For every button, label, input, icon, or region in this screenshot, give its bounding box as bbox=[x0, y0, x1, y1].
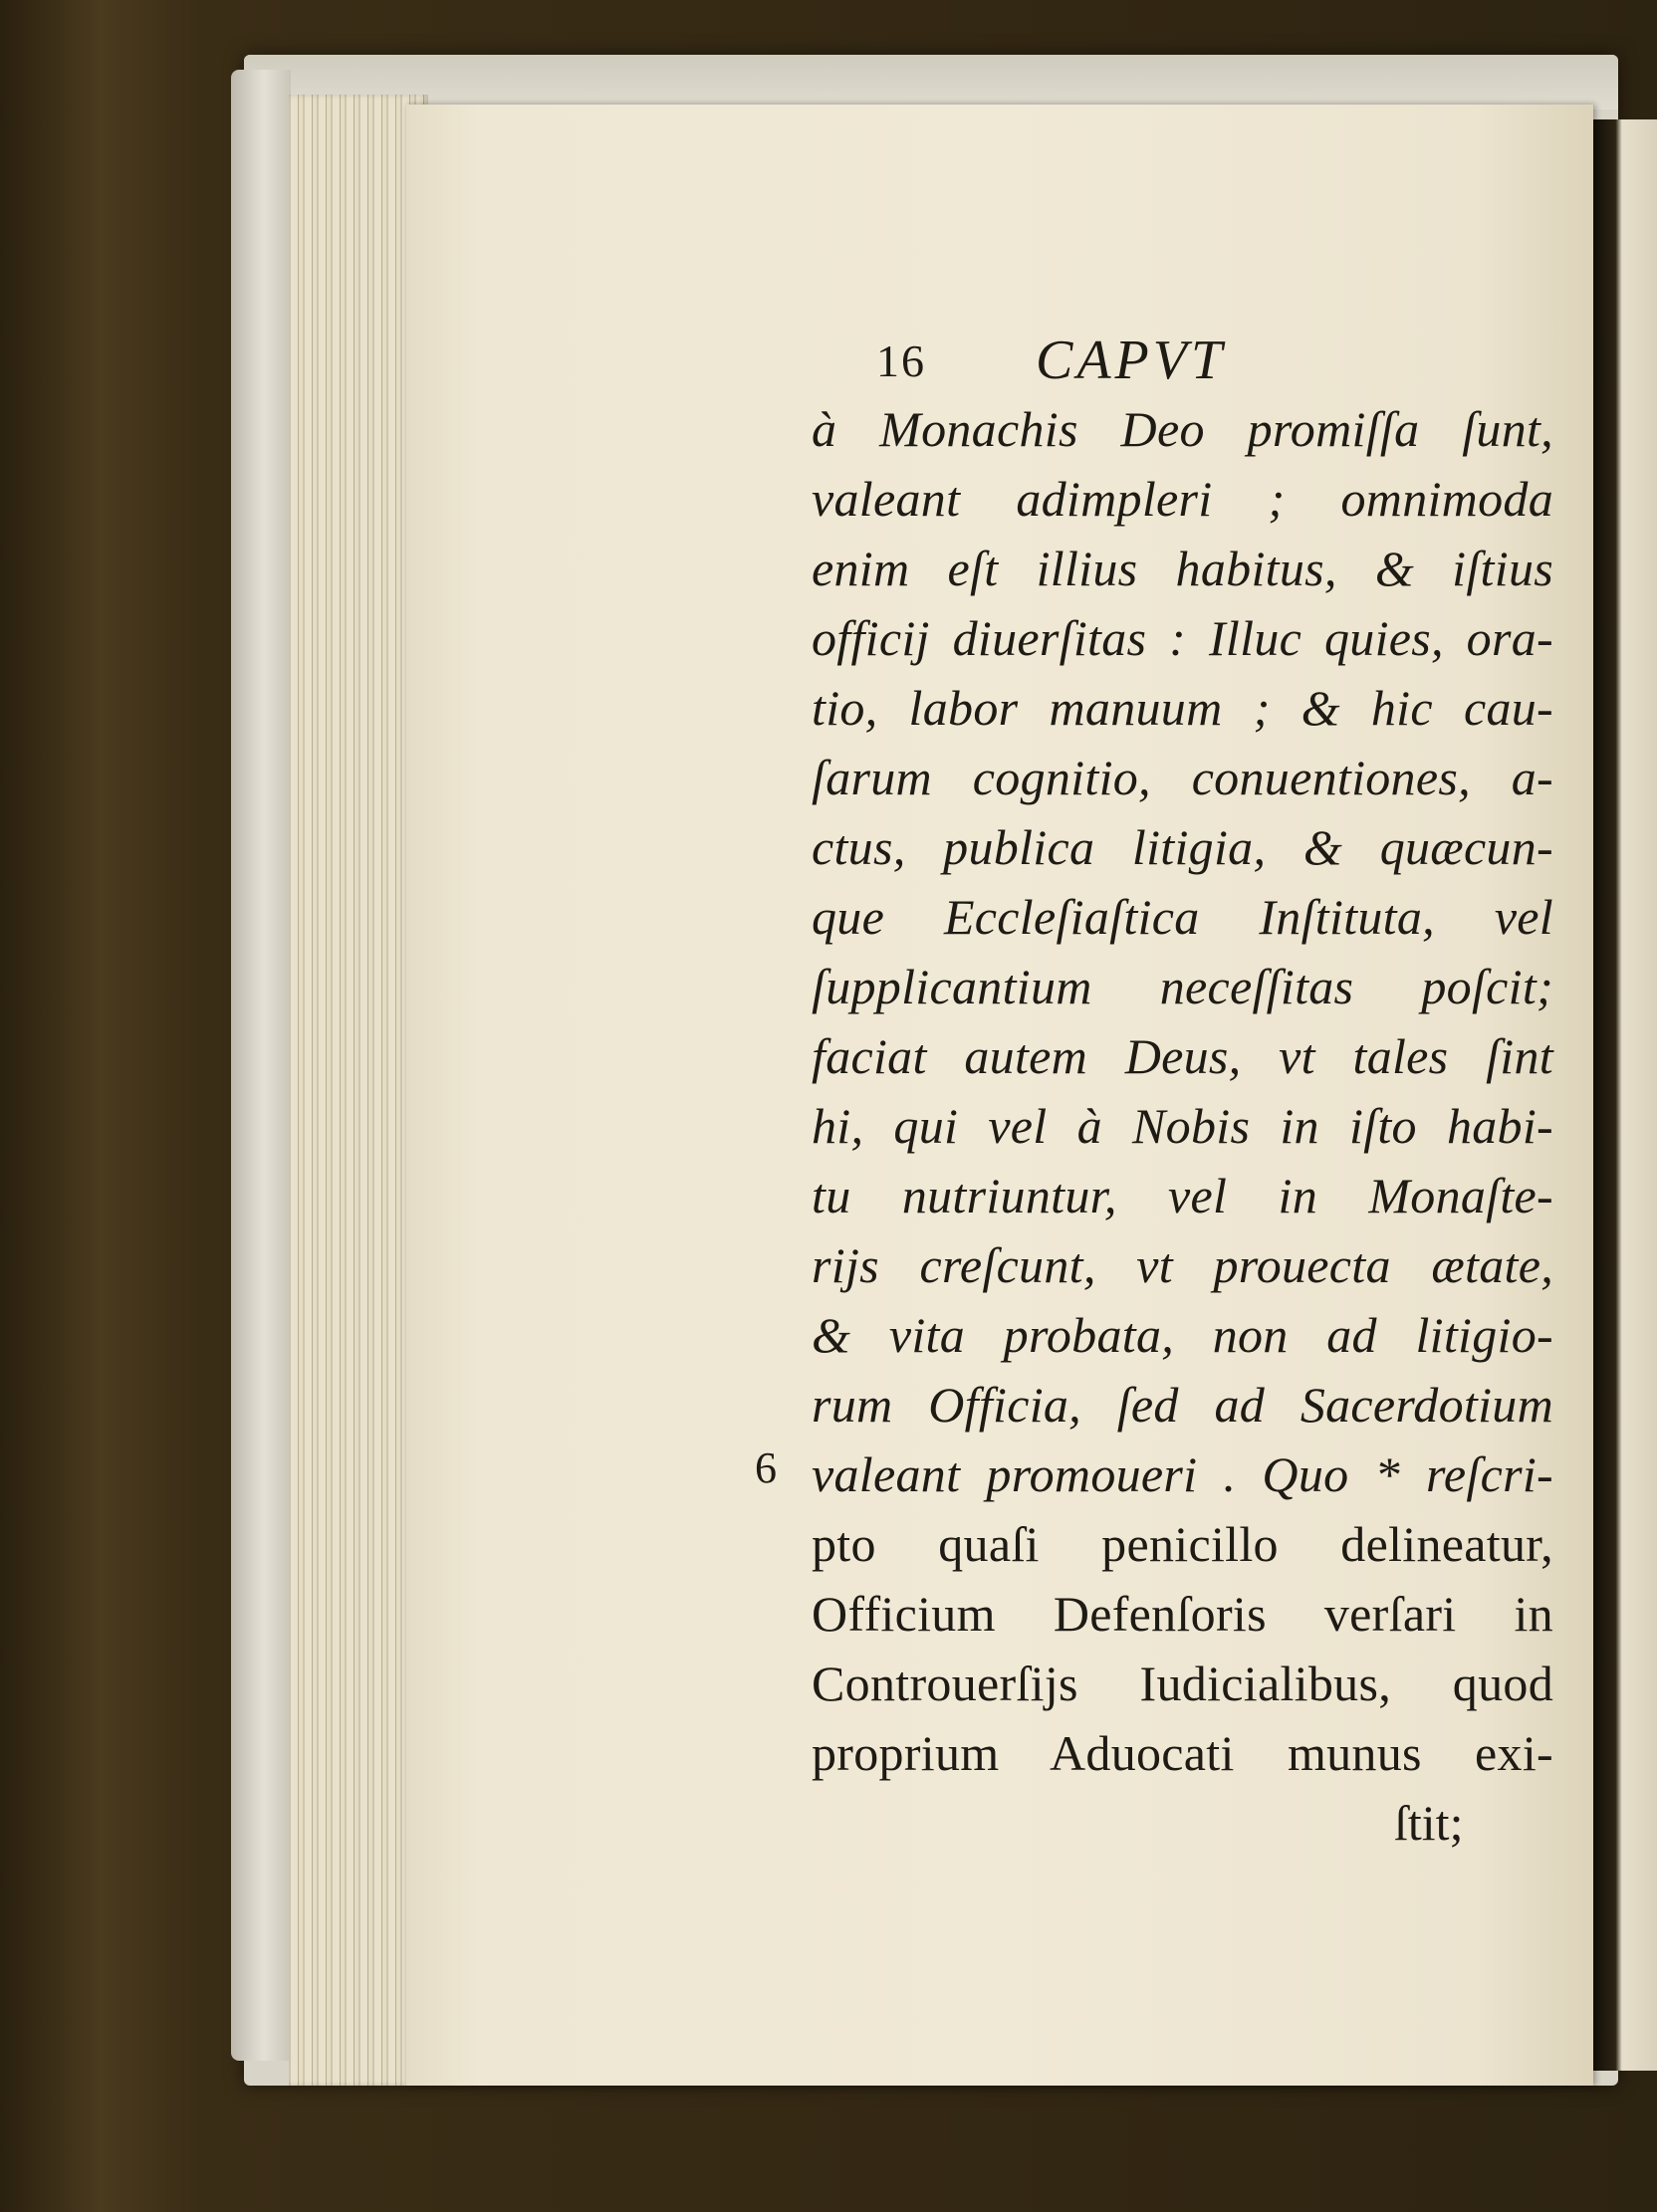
text-line-15: rum Officia, ſed ad Sacerdotium bbox=[812, 1377, 1553, 1433]
text-line-5: tio, labor manuum ; & hic cau- bbox=[812, 680, 1553, 736]
text-line-6: ſarum cognitio, conuentiones, a- bbox=[812, 750, 1553, 805]
text-line-9: ſupplicantium neceſſitas poſcit; bbox=[812, 959, 1553, 1014]
text-line-12: tu nutriuntur, vel in Monaſte- bbox=[812, 1168, 1553, 1223]
cover-top-edge bbox=[244, 55, 1618, 110]
text-line-3: enim eſt illius habitus, & iſtius bbox=[812, 541, 1553, 596]
text-line-11: hi, qui vel à Nobis in iſto habi- bbox=[812, 1098, 1553, 1154]
running-head: CAPVT bbox=[1036, 330, 1227, 391]
text-line-18: Officium Defenſoris verſari in bbox=[812, 1586, 1553, 1642]
text-line-7: ctus, publica litigia, & quæcun- bbox=[812, 819, 1553, 875]
text-line-17: pto quaſi penicillo delineatur, bbox=[812, 1516, 1553, 1572]
text-line-13: rijs creſcunt, vt prouecta ætate, bbox=[812, 1237, 1553, 1293]
text-line-4: officij diuerſitas : Illuc quies, ora- bbox=[812, 610, 1553, 666]
facing-page-edge bbox=[1593, 119, 1657, 2071]
text-line-8: que Eccleſiaſtica Inſtituta, vel bbox=[812, 889, 1553, 945]
text-line-2: valeant adimpleri ; omnimoda bbox=[812, 471, 1553, 527]
cover-spine-edge bbox=[231, 70, 291, 2061]
text-line-1: à Monachis Deo promiſſa ſunt, bbox=[812, 401, 1553, 457]
text-line-20: proprium Aduocati munus exi- bbox=[812, 1725, 1553, 1781]
page-number: 16 bbox=[876, 335, 926, 386]
text-line-19: Controuerſijs Iudicialibus, quod bbox=[812, 1656, 1553, 1711]
margin-note-number: 6 bbox=[755, 1443, 777, 1492]
catchword: ſtit; bbox=[1394, 1795, 1464, 1851]
text-line-16: valeant promoueri . Quo * reſcri- bbox=[812, 1446, 1553, 1502]
text-line-14: & vita probata, non ad litigio- bbox=[812, 1307, 1553, 1363]
text-line-10: faciat autem Deus, vt tales ſint bbox=[812, 1028, 1553, 1084]
